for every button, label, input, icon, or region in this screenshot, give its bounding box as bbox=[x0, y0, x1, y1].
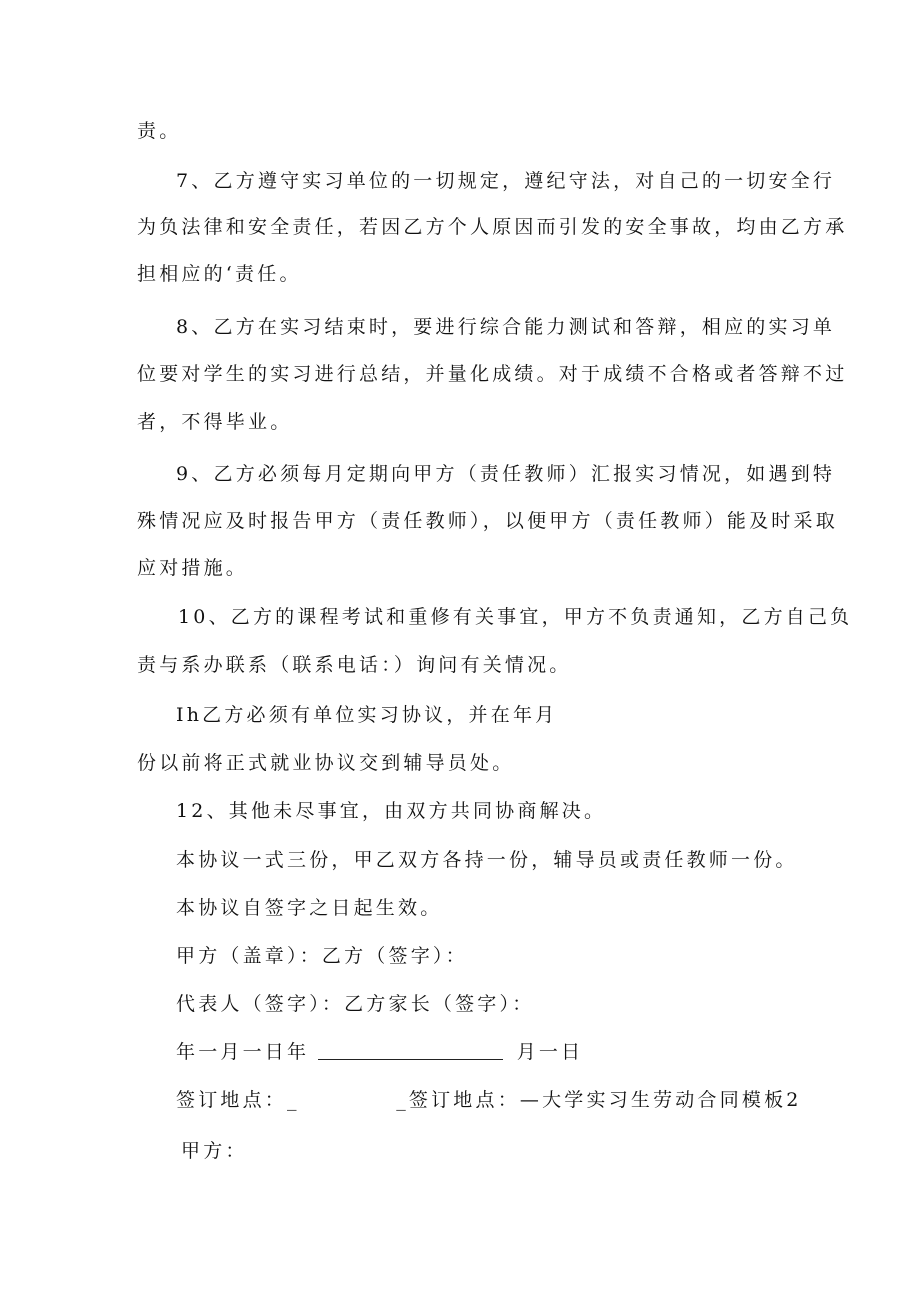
clause-9-line: 9、乙方必须每月定期向甲方（责任教师）汇报实习情况，如遇到特 bbox=[176, 463, 836, 485]
clause-10-line: 责与系办联系（联系电话：）询问有关情况。 bbox=[137, 654, 572, 676]
clause-10-line: 10、乙方的课程考试和重修有关事宜，甲方不负责通知，乙方自己负 bbox=[178, 606, 853, 628]
place-line-right: _签订地点：—大学实习生劳动合同模板2 bbox=[396, 1089, 802, 1111]
place-line-left: 签订地点：_ bbox=[176, 1089, 300, 1111]
clause-12-line: 12、其他未尽事宜，由双方共同协商解决。 bbox=[176, 800, 607, 822]
signing-place-line bbox=[176, 1088, 802, 1112]
date-line-left: 年一月一日年 bbox=[176, 1041, 310, 1063]
clause-9-line: 应对措施。 bbox=[137, 557, 249, 579]
party-signature-line: 甲方（盖章）：乙方（签字）： bbox=[176, 945, 468, 967]
clause-9-line: 殊情况应及时报告甲方（责任教师），以便甲方（责任教师）能及时采取 bbox=[137, 510, 838, 532]
representative-signature-line: 代表人（签字）：乙方家长（签字）： bbox=[176, 993, 535, 1015]
effective-statement: 本协议自签字之日起生效。 bbox=[176, 897, 443, 919]
clause-8-line: 位要对学生的实习进行总结，并量化成绩。对于成绩不合格或者答辩不过 bbox=[137, 363, 848, 385]
clause-11-line: Ih乙方必须有单位实习协议，并在年月 bbox=[176, 704, 558, 726]
party-a-label: 甲方： bbox=[181, 1140, 248, 1162]
clause-7-line: 担相应的‘责任。 bbox=[137, 263, 302, 285]
copies-statement: 本协议一式三份，甲乙双方各持一份，辅导员或责任教师一份。 bbox=[176, 849, 798, 871]
clause-7-line: 为负法律和安全责任，若因乙方个人原因而引发的安全事故，均由乙方承 bbox=[137, 216, 848, 238]
clause-8-line: 者，不得毕业。 bbox=[137, 411, 293, 433]
date-line-right: 月一日 bbox=[516, 1041, 584, 1063]
paragraph-line: 责。 bbox=[137, 120, 182, 142]
clause-7-line: 7、乙方遵守实习单位的一切规定，遵纪守法，对自己的一切安全行 bbox=[176, 170, 836, 192]
clause-11-line: 份以前将正式就业协议交到辅导员处。 bbox=[137, 752, 515, 774]
clause-8-line: 8、乙方在实习结束时，要进行综合能力测试和答辩，相应的实习单 bbox=[176, 316, 836, 338]
date-line bbox=[176, 1040, 583, 1064]
date-blank bbox=[318, 1042, 503, 1060]
